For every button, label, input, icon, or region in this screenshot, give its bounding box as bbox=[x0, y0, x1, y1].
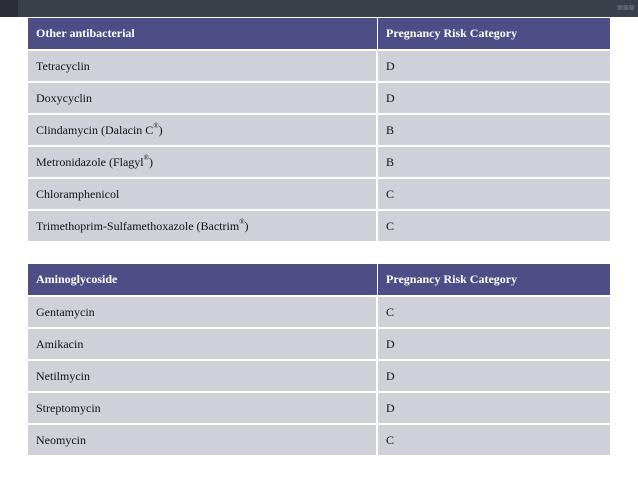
registered-mark: ® bbox=[143, 154, 149, 162]
table-row bbox=[28, 359, 610, 391]
drug-name-cell bbox=[28, 113, 378, 145]
risk-category-cell: D bbox=[378, 81, 610, 113]
risk-category-cell: D bbox=[378, 359, 610, 391]
registered-mark: ® bbox=[153, 122, 159, 130]
risk-category-cell: B bbox=[378, 113, 610, 145]
table-row bbox=[28, 295, 610, 327]
drug-name-cell bbox=[28, 295, 378, 327]
risk-category-cell: C bbox=[378, 209, 610, 241]
top-bar-accent bbox=[0, 0, 18, 17]
drug-name: Neomycin bbox=[36, 432, 86, 447]
risk-category-cell: C bbox=[378, 295, 610, 327]
risk-category-cell: D bbox=[378, 49, 610, 81]
drug-name-cell bbox=[28, 391, 378, 423]
drug-name-suffix: ) bbox=[158, 123, 163, 137]
drug-name: Amikacin bbox=[36, 336, 84, 351]
drug-name: Metronidazole (Flagyl bbox=[36, 155, 144, 169]
table-header-row bbox=[28, 18, 610, 49]
table-row bbox=[28, 177, 610, 209]
drug-name: Trimethoprim-Sulfamethoxazole (Bactrim bbox=[36, 219, 240, 233]
drug-name-cell bbox=[28, 423, 378, 455]
drug-name-suffix: ) bbox=[244, 219, 249, 233]
drug-name: Netilmycin bbox=[36, 368, 90, 383]
risk-category-cell: B bbox=[378, 145, 610, 177]
table-row bbox=[28, 113, 610, 145]
drug-name: Streptomycin bbox=[36, 400, 101, 415]
table-row bbox=[28, 209, 610, 241]
drug-name-cell bbox=[28, 49, 378, 81]
header-drug-class: Other antibacterial bbox=[28, 18, 378, 49]
table-header-row bbox=[28, 264, 610, 295]
drug-name: Tetracyclin bbox=[36, 58, 90, 73]
risk-category-cell: D bbox=[378, 327, 610, 359]
table-row bbox=[28, 391, 610, 423]
table-body bbox=[28, 49, 610, 241]
aminoglycoside-table bbox=[28, 264, 610, 455]
slide-top-bar bbox=[0, 0, 638, 17]
header-drug-class: Aminoglycoside bbox=[28, 264, 378, 295]
table-row bbox=[28, 49, 610, 81]
other-antibacterial-table bbox=[28, 18, 610, 241]
drug-name: Doxycyclin bbox=[36, 90, 92, 105]
risk-category-cell: C bbox=[378, 423, 610, 455]
drug-name: Gentamycin bbox=[36, 304, 95, 319]
risk-category-cell: C bbox=[378, 177, 610, 209]
drug-name: Chloramphenicol bbox=[36, 186, 120, 201]
drug-name: Clindamycin (Dalacin C bbox=[36, 123, 154, 137]
header-risk-category: Pregnancy Risk Category bbox=[378, 18, 610, 49]
risk-category-cell: D bbox=[378, 391, 610, 423]
drug-name-suffix: ) bbox=[148, 155, 153, 169]
header-risk-category: Pregnancy Risk Category bbox=[378, 264, 610, 295]
drug-name-cell bbox=[28, 359, 378, 391]
table-row bbox=[28, 145, 610, 177]
table-row bbox=[28, 423, 610, 455]
slide-corner-icon: ▪▪▪ bbox=[616, 2, 634, 13]
registered-mark: ® bbox=[239, 218, 245, 226]
drug-name-cell bbox=[28, 145, 378, 177]
drug-name-cell bbox=[28, 177, 378, 209]
drug-name-cell bbox=[28, 327, 378, 359]
drug-name-cell bbox=[28, 209, 378, 241]
table-row bbox=[28, 327, 610, 359]
table-row bbox=[28, 81, 610, 113]
drug-name-cell bbox=[28, 81, 378, 113]
table-body bbox=[28, 295, 610, 455]
